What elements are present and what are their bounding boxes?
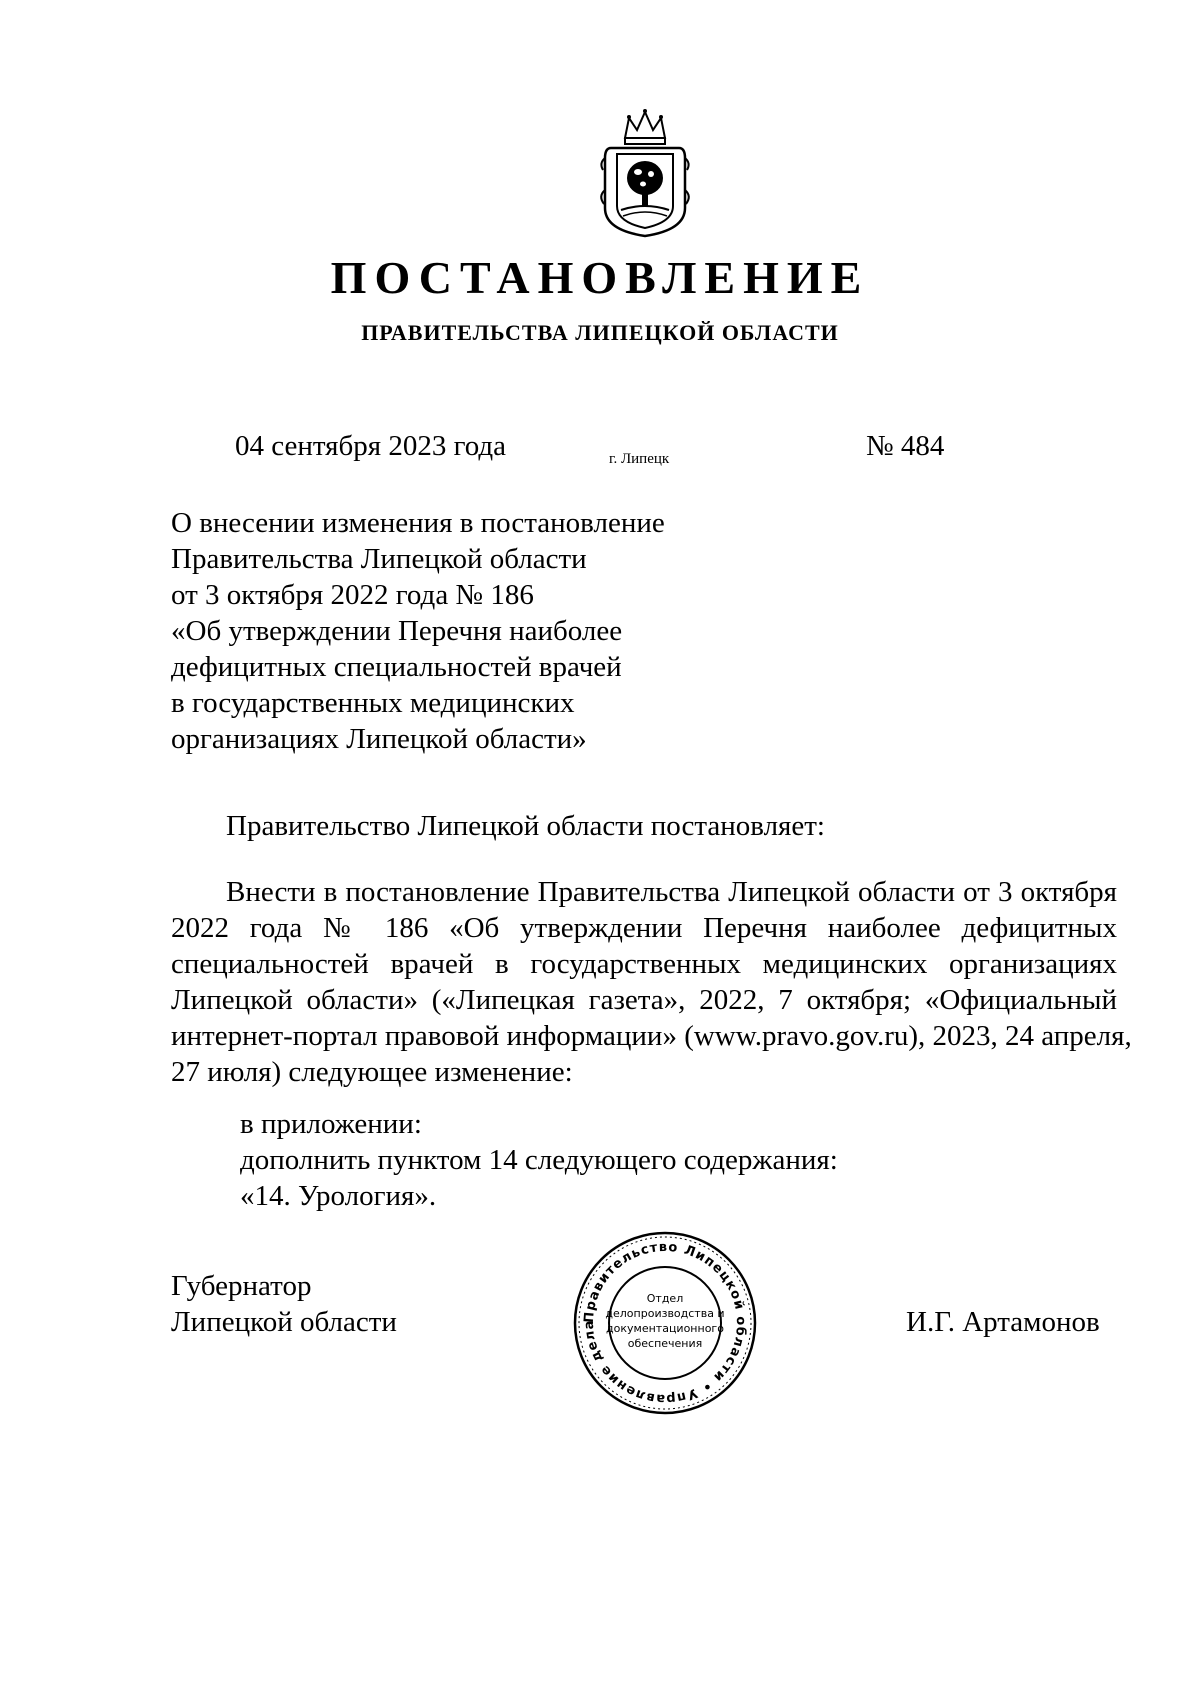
signatory-name: И.Г. Артамонов [906,1306,1100,1338]
seal-inner-line: обеспечения [627,1337,703,1350]
document-subject [171,505,731,757]
amendment-line: «14. Урология». [240,1180,437,1212]
position-line: Липецкой области [171,1306,397,1338]
subject-line: в государственных медицинских [171,687,575,719]
seal-stamp-icon [570,1228,760,1418]
seal-inner-line: документационного [606,1322,724,1335]
lipetsk-coat-of-arms-icon [595,108,695,238]
subject-line: Правительства Липецкой области [171,543,587,575]
seal-inner-line: делопроизводства и [605,1307,725,1320]
paragraph-line: 2022 года № 186 «Об утверждении Перечня наиболее дефицитных [171,912,1117,944]
paragraph-line: Внести в постановление Правительства Липецкой области от 3 октября [226,876,1117,908]
subject-line: от 3 октября 2022 года № 186 [171,579,534,611]
paragraph-line: интернет-портал правовой информации» (www.pravo.gov.ru), 2023, 24 апреля, [171,1020,1132,1052]
paragraph-line: Липецкой области» («Липецкая газета», 2022, 7 октября; «Официальный [171,984,1117,1016]
position-line: Губернатор [171,1270,312,1302]
amendment-line: в приложении: [240,1108,422,1140]
subject-line: дефицитных специальностей врачей [171,651,622,683]
paragraph-line: специальностей врачей в государственных медицинских организациях [171,948,1117,980]
main-paragraph [171,874,1132,1090]
document-subtitle: ПРАВИТЕЛЬСТВА ЛИПЕЦКОЙ ОБЛАСТИ [361,320,839,345]
document-city: г. Липецк [609,451,670,467]
amendment-line: дополнить пунктом 14 следующего содержания: [240,1144,838,1176]
document-title: ПОСТАНОВЛЕНИЕ [330,252,870,303]
document-number: № 484 [866,430,945,462]
subject-line: «Об утверждении Перечня наиболее [171,615,623,647]
signatory-position [171,1268,397,1340]
official-seal [570,1228,760,1418]
seal-inner-line: Отдел [646,1292,684,1305]
amendment-block [240,1106,838,1214]
preamble: Правительство Липецкой области постановляет: [226,810,825,842]
subject-line: организациях Липецкой области» [171,723,587,755]
document-date: 04 сентября 2023 года [235,430,507,462]
coat-of-arms-emblem [595,108,695,238]
subject-line: О внесении изменения в постановление [171,507,665,539]
seal-outer-text: Правительство Липецкой области • Управление дела [581,1239,749,1407]
paragraph-line: 27 июля) следующее изменение: [171,1056,573,1088]
